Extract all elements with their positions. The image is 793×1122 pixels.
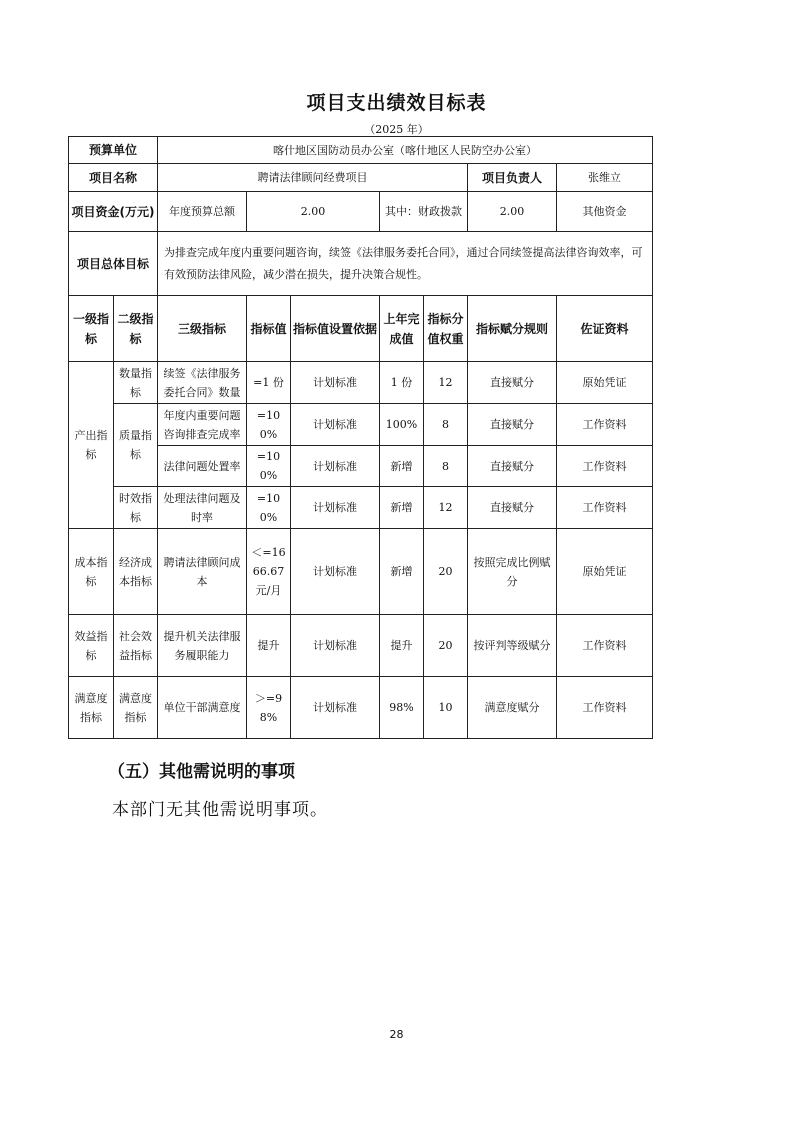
row-basis: 计划标准 — [291, 446, 380, 487]
header-last-year: 上年完成值 — [380, 296, 424, 362]
unit-row — [69, 137, 653, 164]
row-weight: 8 — [424, 404, 468, 446]
goal-label: 项目总体目标 — [69, 232, 158, 296]
row-indicator: 提升机关法律服务履职能力 — [158, 615, 247, 677]
header-level2: 二级指标 — [114, 296, 158, 362]
row-rule: 按评判等级赋分 — [468, 615, 557, 677]
row-indicator: 法律问题处置率 — [158, 446, 247, 487]
sub-timeliness: 时效指标 — [114, 487, 158, 529]
header-value: 指标值 — [247, 296, 291, 362]
sub-social-benefit: 社会效益指标 — [114, 615, 158, 677]
table-row — [69, 362, 653, 404]
goal-value: 为排查完成年度内重要问题咨询，续签《法律服务委托合同》，通过合同续签提高法律咨询效率，可有效预防法律风险，减少潜在损失，提升决策合规性。 — [158, 232, 653, 296]
unit-value: 喀什地区国防动员办公室（喀什地区人民防空办公室） — [158, 137, 653, 164]
performance-table — [68, 136, 653, 739]
table-row — [69, 677, 653, 739]
sub-satisfaction: 满意度指标 — [114, 677, 158, 739]
row-weight: 10 — [424, 677, 468, 739]
row-basis: 计划标准 — [291, 487, 380, 529]
project-name-row — [69, 164, 653, 192]
section-body: 本部门无其他需说明事项。 — [112, 800, 328, 820]
table-row — [69, 487, 653, 529]
row-evidence: 工作资料 — [557, 446, 653, 487]
row-value: =100% — [247, 404, 291, 446]
row-weight: 8 — [424, 446, 468, 487]
row-value: =100% — [247, 487, 291, 529]
row-last: 新增 — [380, 529, 424, 615]
row-weight: 20 — [424, 615, 468, 677]
row-last: 98% — [380, 677, 424, 739]
row-rule: 满意度赋分 — [468, 677, 557, 739]
row-last: 100% — [380, 404, 424, 446]
row-rule: 直接赋分 — [468, 487, 557, 529]
row-last: 提升 — [380, 615, 424, 677]
header-evidence: 佐证资料 — [557, 296, 653, 362]
row-value: =100% — [247, 446, 291, 487]
fiscal-value: 2.00 — [468, 192, 557, 232]
page-title: 项目支出绩效目标表 — [306, 92, 487, 114]
group-satisfaction: 满意度指标 — [69, 677, 114, 739]
header-basis: 指标值设置依据 — [291, 296, 380, 362]
row-evidence: 原始凭证 — [557, 529, 653, 615]
group-cost: 成本指标 — [69, 529, 114, 615]
fiscal-label: 其中：财政拨款 — [380, 192, 468, 232]
group-output: 产出指标 — [69, 362, 114, 529]
annual-budget-value: 2.00 — [247, 192, 380, 232]
sub-economic-cost: 经济成本指标 — [114, 529, 158, 615]
row-value: 提升 — [247, 615, 291, 677]
row-evidence: 工作资料 — [557, 404, 653, 446]
row-weight: 12 — [424, 362, 468, 404]
unit-label: 预算单位 — [69, 137, 158, 164]
row-indicator: 续签《法律服务委托合同》数量 — [158, 362, 247, 404]
table-row — [69, 529, 653, 615]
row-rule: 直接赋分 — [468, 446, 557, 487]
row-basis: 计划标准 — [291, 404, 380, 446]
row-last: 1 份 — [380, 362, 424, 404]
goal-row — [69, 232, 653, 296]
row-rule: 直接赋分 — [468, 404, 557, 446]
annual-budget-label: 年度预算总额 — [158, 192, 247, 232]
project-name-value: 聘请法律顾问经费项目 — [158, 164, 468, 192]
leader-value: 张维立 — [557, 164, 653, 192]
row-indicator: 单位干部满意度 — [158, 677, 247, 739]
funds-row — [69, 192, 653, 232]
row-indicator: 处理法律问题及时率 — [158, 487, 247, 529]
row-basis: 计划标准 — [291, 615, 380, 677]
table-row — [69, 615, 653, 677]
header-weight: 指标分值权重 — [424, 296, 468, 362]
project-name-label: 项目名称 — [69, 164, 158, 192]
row-indicator: 聘请法律顾问成本 — [158, 529, 247, 615]
header-row — [69, 296, 653, 362]
row-basis: 计划标准 — [291, 362, 380, 404]
row-value: ＜=1666.67元/月 — [247, 529, 291, 615]
header-level1: 一级指标 — [69, 296, 114, 362]
row-value: ＞=98% — [247, 677, 291, 739]
row-basis: 计划标准 — [291, 677, 380, 739]
table-row — [69, 404, 653, 446]
row-basis: 计划标准 — [291, 529, 380, 615]
sub-quality: 质量指标 — [114, 404, 158, 487]
row-weight: 12 — [424, 487, 468, 529]
row-evidence: 工作资料 — [557, 487, 653, 529]
row-rule: 按照完成比例赋分 — [468, 529, 557, 615]
year-label: （2025 年） — [364, 123, 429, 136]
row-value: =1 份 — [247, 362, 291, 404]
header-rule: 指标赋分规则 — [468, 296, 557, 362]
sub-quantity: 数量指标 — [114, 362, 158, 404]
funds-label: 项目资金(万元) — [69, 192, 158, 232]
row-last: 新增 — [380, 446, 424, 487]
row-evidence: 工作资料 — [557, 615, 653, 677]
group-benefit: 效益指标 — [69, 615, 114, 677]
section-title: （五）其他需说明的事项 — [108, 762, 295, 782]
row-weight: 20 — [424, 529, 468, 615]
header-level3: 三级指标 — [158, 296, 247, 362]
row-indicator: 年度内重要问题咨询排查完成率 — [158, 404, 247, 446]
row-evidence: 原始凭证 — [557, 362, 653, 404]
row-rule: 直接赋分 — [468, 362, 557, 404]
row-last: 新增 — [380, 487, 424, 529]
row-evidence: 工作资料 — [557, 677, 653, 739]
leader-label: 项目负责人 — [468, 164, 557, 192]
other-funds-label: 其他资金 — [557, 192, 653, 232]
page-number: 28 — [389, 1028, 404, 1041]
